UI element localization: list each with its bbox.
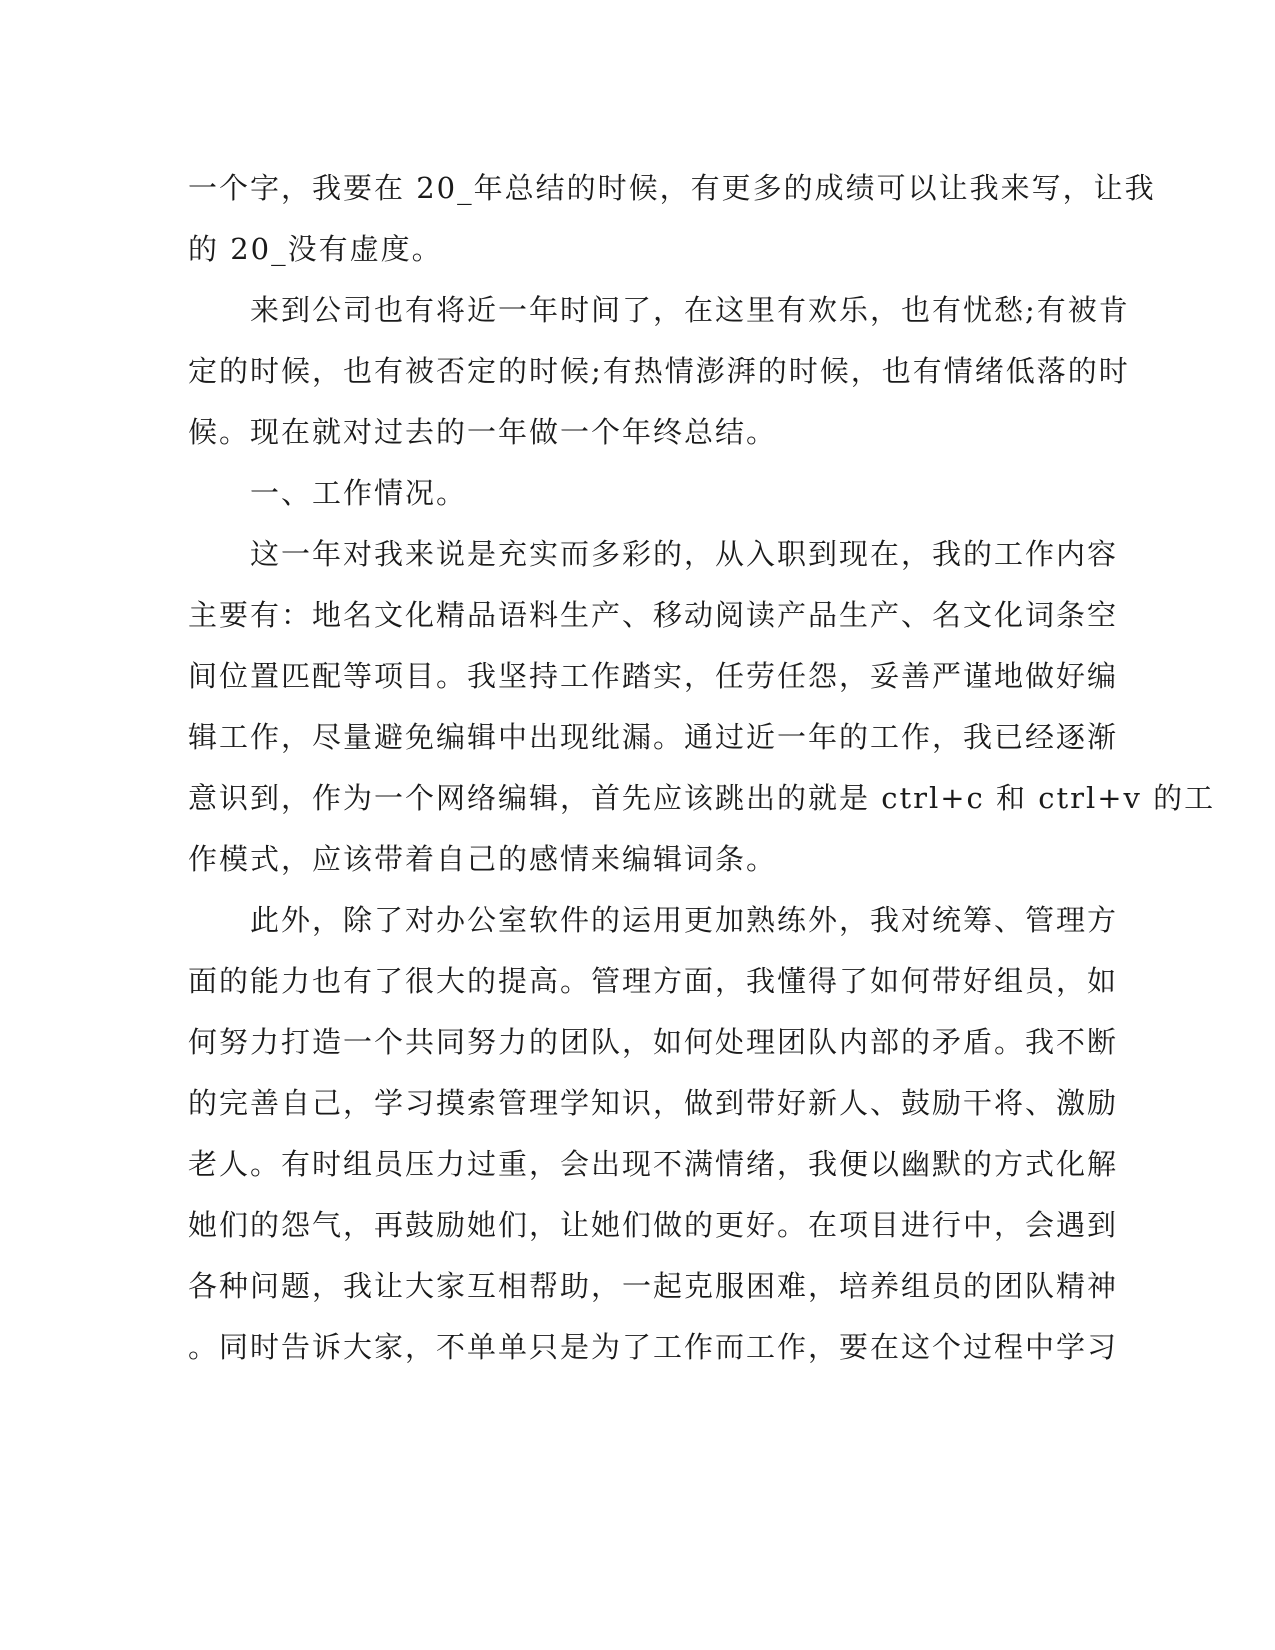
paragraph-4 [188,890,1119,1378]
text-line: 老人。有时组员压力过重，会出现不满情绪，我便以幽默的方式化解 [188,1147,1119,1181]
text-line: 一个字，我要在 20_年总结的时候，有更多的成绩可以让我来写，让我 [188,171,1156,205]
text-line: 她们的怨气，再鼓励她们，让她们做的更好。在项目进行中，会遇到 [188,1208,1119,1242]
paragraph-1 [188,158,1156,280]
text-line: 来到公司也有将近一年时间了，在这里有欢乐，也有忧愁;有被肯 [188,293,1130,327]
text-line: 意识到，作为一个网络编辑，首先应该跳出的就是 ctrl+c 和 ctrl+v 的工 [188,781,1216,815]
text-line: 作模式，应该带着自己的感情来编辑词条。 [188,842,778,876]
section-heading [188,463,1088,524]
text-line: 这一年对我来说是充实而多彩的，从入职到现在，我的工作内容 [188,537,1119,571]
text-line: 的 20_没有虚度。 [188,232,443,266]
paragraph-3 [188,524,1216,890]
text-line: 辑工作，尽量避免编辑中出现纰漏。通过近一年的工作，我已经逐渐 [188,720,1119,754]
text-line: 面的能力也有了很大的提高。管理方面，我懂得了如何带好组员，如 [188,964,1119,998]
text-line: 定的时候，也有被否定的时候;有热情澎湃的时候，也有情绪低落的时 [188,354,1130,388]
text-line: 各种问题，我让大家互相帮助，一起克服困难，培养组员的团队精神 [188,1269,1119,1303]
text-line: 的完善自己，学习摸索管理学知识，做到带好新人、鼓励干将、激励 [188,1086,1119,1120]
text-line: 主要有：地名文化精品语料生产、移动阅读产品生产、名文化词条空 [188,598,1119,632]
text-line: 。同时告诉大家，不单单只是为了工作而工作，要在这个过程中学习 [188,1330,1119,1364]
text-line: 候。现在就对过去的一年做一个年终总结。 [188,415,778,449]
text-line: 此外，除了对办公室软件的运用更加熟练外，我对统筹、管理方 [188,903,1119,937]
paragraph-2 [188,280,1130,463]
document-body [188,158,1216,1378]
text-line: 一、工作情况。 [188,476,468,510]
text-line: 何努力打造一个共同努力的团队，如何处理团队内部的矛盾。我不断 [188,1025,1119,1059]
text-line: 间位置匹配等项目。我坚持工作踏实，任劳任怨，妥善严谨地做好编 [188,659,1119,693]
